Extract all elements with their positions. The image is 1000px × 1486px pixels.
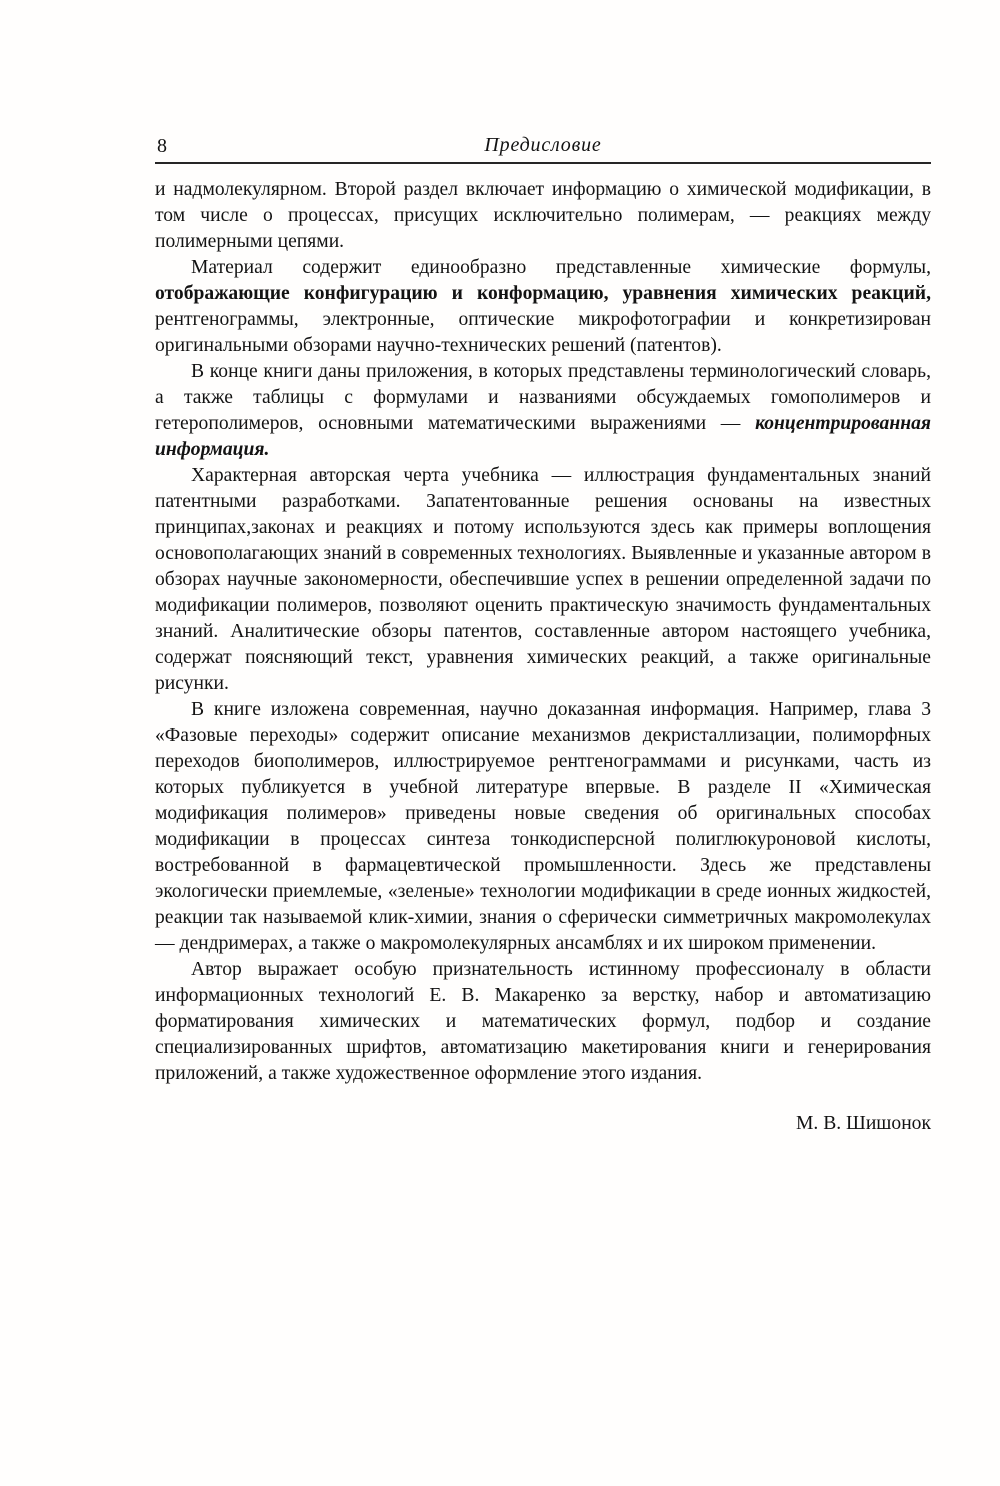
paragraph-2-text-cont: рентгенограммы, электронные, оптические микрофотографии и конкретизирован оригинальными обзорами научно-технических решений (патентов).: [155, 309, 931, 356]
paragraph-6-text: Автор выражает особую признательность истинному профессионалу в области информационных технологий Е. В. Макаренко за верстку, набор и автоматизацию форматирования химических и математических формул, подбор и создание специализированных шрифтов, автоматизацию макетирования книги и генерирования приложений, а также художественное оформление этого издания.: [155, 959, 931, 1084]
running-header: [155, 134, 931, 164]
paragraph-2-text: Материал содержит единообразно представленные химические формулы,: [191, 257, 931, 278]
paragraph-3-text: В конце книги даны приложения, в которых представлены терминологический словарь, а также таблицы с формулами и названиями обсуждаемых гомополимеров и гетерополимеров, основными математическими выражениями —: [155, 361, 931, 434]
paragraph-5: [155, 697, 931, 957]
paragraph-6: [155, 957, 931, 1087]
paragraph-3-bold-italic-term: концентрированная информация.: [155, 413, 931, 460]
author-signature: М. В. Шишонок: [795, 1113, 931, 1134]
paragraph-4: [155, 463, 931, 697]
paragraph-2-bold-terms: отображающие конфигурацию и конформацию, уравнения химических реакций,: [155, 283, 931, 304]
body-text: [155, 177, 931, 1087]
paragraph-2: [155, 255, 931, 359]
paragraph-4-text: Характерная авторская черта учебника — иллюстрация фундаментальных знаний патентными разработками. Запатентованные решения основаны на известных принципах,законах и реакциях и потому используются здесь как примеры воплощения основополагающих знаний в современных технологиях. Выявленные и указанные автором в обзорах научные закономерности, обеспечившие успех в решении определенной задачи по модификации полимеров, позволяют оценить практическую значимость фундаментальных знаний. Аналитические обзоры патентов, составленные автором настоящего учебника, содержат поясняющий текст, уравнения химических реакций, а также оригинальные рисунки.: [155, 465, 931, 694]
page-number: 8: [157, 135, 167, 157]
paragraph-3: [155, 359, 931, 463]
paragraph-1: [155, 177, 931, 255]
text-block: [155, 134, 931, 1135]
paragraph-1-text: и надмолекулярном. Второй раздел включает информацию о химической модификации, в том числе о процессах, присущих исключительно полимерам, — реакциях между полимерными цепями.: [155, 179, 931, 252]
running-header-title: Предисловие: [484, 134, 602, 156]
paragraph-5-text: В книге изложена современная, научно доказанная информация. Например, глава 3 «Фазовые переходы» содержит описание механизмов декристаллизации, полиморфных переходов биополимеров, иллюстрируемое рентгенограммами и рисунками, часть из которых публикуется в учебной литературе впервые. В разделе II «Химическая модификация полимеров» приведены новые сведения об оригинальных способах модификации в процессах синтеза тонкодисперсной полиглюкуроновой кислоты, востребованной в фармацевтической промышленности. Здесь же представлены экологически приемлемые, «зеленые» технологии модификации в среде ионных жидкостей, реакции так называемой клик-химии, знания о сферически симметричных макромолекулах — дендримерах, а также о макромолекулярных ансамблях и их широком применении.: [155, 699, 931, 954]
